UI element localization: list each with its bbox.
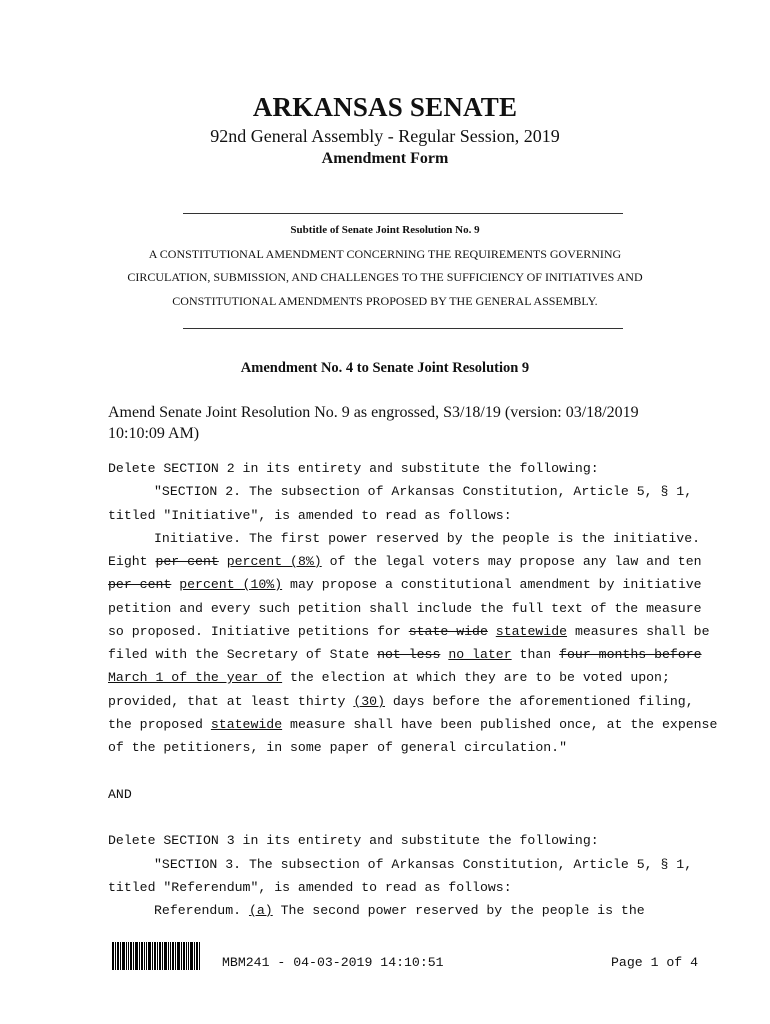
inserted-text: statewide — [210, 717, 283, 732]
section3-line-2: "SECTION 3. The subsection of Arkansas Constitution, Article 5, § 1, — [154, 857, 693, 872]
subtitle-line-3: CONSTITUTIONAL AMENDMENTS PROPOSED BY THE GENERAL ASSEMBLY. — [172, 294, 598, 308]
section2-line-12 — [108, 717, 717, 732]
bottom-divider — [183, 328, 623, 329]
text-run: measure shall have been published once, at the expense — [282, 717, 718, 732]
text-run: of the legal voters may propose any law and ten — [321, 554, 702, 569]
amendment-heading: Amendment No. 4 to Senate Joint Resolution 9 — [240, 360, 530, 376]
section2-line-4: Initiative. The first power reserved by the people is the initiative. — [154, 531, 701, 546]
text-run: the proposed — [108, 717, 211, 732]
inserted-text: statewide — [495, 624, 568, 639]
text-run: The second power reserved by the people is the — [272, 903, 645, 918]
section3-line-4 — [154, 903, 645, 918]
deleted-text: state-wide — [408, 624, 488, 639]
section2-line-9 — [108, 647, 702, 662]
text-run: the election at which they are to be voted upon; — [282, 670, 670, 685]
text-run: Eight — [108, 554, 156, 569]
amendment-intro: Amend Senate Joint Resolution No. 9 as engrossed, S3/18/19 (version: 03/18/2019 10:10:09 AM) — [108, 404, 639, 442]
barcode-icon — [112, 942, 200, 970]
footer-page-number: Page 1 of 4 — [611, 955, 699, 970]
section2-line-7: petition and every such petition shall include the full text of the measure — [108, 601, 702, 616]
text-run: measures shall be — [567, 624, 710, 639]
inserted-text: percent (8%) — [226, 554, 322, 569]
and-separator: AND — [108, 787, 132, 802]
section2-line-3: titled "Initiative", is amended to read as follows: — [108, 508, 512, 523]
footer-document-code: MBM241 - 04-03-2019 14:10:51 — [222, 955, 444, 970]
text-run: filed with the Secretary of State — [108, 647, 378, 662]
text-run: Referendum. — [154, 903, 249, 918]
text-run: days before the aforementioned filing, — [384, 694, 694, 709]
section2-line-13: of the petitioners, in some paper of general circulation." — [108, 740, 567, 755]
section2-line-5 — [108, 554, 702, 569]
subtitle-line-2: CIRCULATION, SUBMISSION, AND CHALLENGES TO THE SUFFICIENCY OF INITIATIVES AND — [127, 270, 643, 284]
deleted-text: four months before — [559, 647, 702, 662]
inserted-text: percent (10%) — [179, 577, 283, 592]
top-divider — [183, 213, 623, 214]
text-run — [488, 624, 496, 639]
text-run — [219, 554, 227, 569]
section3-line-1: Delete SECTION 3 in its entirety and substitute the following: — [108, 833, 599, 848]
section2-line-1: Delete SECTION 2 in its entirety and substitute the following: — [108, 461, 599, 476]
text-run: provided, that at least thirty — [108, 694, 354, 709]
inserted-text: (30) — [353, 694, 385, 709]
deleted-text: per cent — [155, 554, 219, 569]
inserted-text: no later — [448, 647, 512, 662]
subtitle-line-1: A CONSTITUTIONAL AMENDMENT CONCERNING THE REQUIREMENTS GOVERNING — [148, 247, 622, 261]
section3-line-3: titled "Referendum", is amended to read as follows: — [108, 880, 512, 895]
section2-line-10 — [108, 670, 670, 685]
section2-line-11 — [108, 694, 694, 709]
deleted-text: not less — [377, 647, 441, 662]
inserted-text: (a) — [248, 903, 273, 918]
deleted-text: per cent — [108, 577, 172, 592]
text-run: so proposed. Initiative petitions for — [108, 624, 409, 639]
session-line: 92nd General Assembly - Regular Session, 2019 — [210, 126, 560, 146]
text-run: than — [511, 647, 560, 662]
form-name: Amendment Form — [321, 150, 449, 167]
subtitle-label: Subtitle of Senate Joint Resolution No. 9 — [290, 224, 480, 236]
inserted-text: March 1 of the year of — [108, 670, 283, 685]
document-title: ARKANSAS SENATE — [252, 92, 518, 122]
section2-line-8 — [108, 624, 709, 639]
text-run: may propose a constitutional amendment by initiative — [282, 577, 702, 592]
section2-line-2: "SECTION 2. The subsection of Arkansas Constitution, Article 5, § 1, — [154, 484, 693, 499]
section2-line-6 — [108, 577, 702, 592]
